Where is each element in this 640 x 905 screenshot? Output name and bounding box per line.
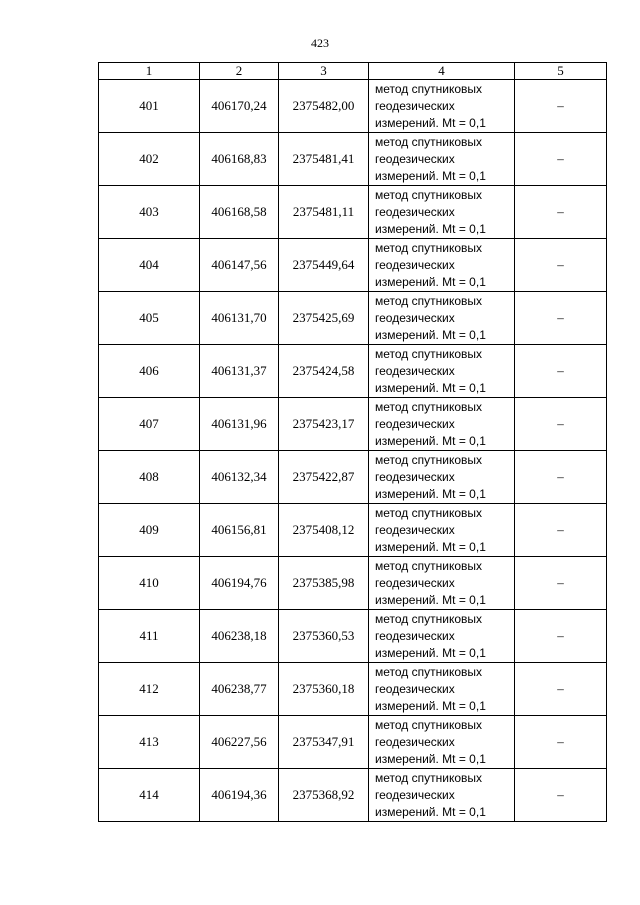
method-cell: [369, 769, 515, 822]
y-coordinate-cell: 2375385,98: [279, 557, 369, 610]
method-line: геодезических: [375, 257, 455, 272]
method-line: метод спутниковых: [375, 505, 483, 520]
note-cell: –: [515, 80, 607, 133]
table-row: [99, 239, 607, 292]
point-number-cell: 403: [99, 186, 200, 239]
method-line: измерений. Mt = 0,1: [375, 592, 486, 607]
point-number-cell: 412: [99, 663, 200, 716]
note-cell: –: [515, 663, 607, 716]
y-coordinate-cell: 2375425,69: [279, 292, 369, 345]
method-cell: [369, 610, 515, 663]
x-coordinate-cell: 406131,70: [200, 292, 279, 345]
point-number-cell: 404: [99, 239, 200, 292]
method-line: измерений. Mt = 0,1: [375, 698, 486, 713]
method-line: измерений. Mt = 0,1: [375, 327, 486, 342]
page-number: 423: [311, 36, 329, 50]
column-header-3: 3: [279, 63, 369, 80]
method-line: геодезических: [375, 204, 455, 219]
method-line: геодезических: [375, 575, 455, 590]
y-coordinate-cell: 2375422,87: [279, 451, 369, 504]
method-line: геодезических: [375, 98, 455, 113]
note-cell: –: [515, 292, 607, 345]
method-cell: [369, 451, 515, 504]
point-number-cell: 405: [99, 292, 200, 345]
x-coordinate-cell: 406227,56: [200, 716, 279, 769]
method-line: измерений. Mt = 0,1: [375, 380, 486, 395]
method-cell: [369, 398, 515, 451]
method-line: метод спутниковых: [375, 187, 483, 202]
method-line: метод спутниковых: [375, 770, 483, 785]
point-number-cell: 402: [99, 133, 200, 186]
table-row: [99, 451, 607, 504]
note-cell: –: [515, 398, 607, 451]
method-line: измерений. Mt = 0,1: [375, 645, 486, 660]
table-header-row: [99, 63, 607, 80]
method-line: измерений. Mt = 0,1: [375, 433, 486, 448]
method-line: измерений. Mt = 0,1: [375, 115, 486, 130]
x-coordinate-cell: 406168,83: [200, 133, 279, 186]
method-line: геодезических: [375, 681, 455, 696]
y-coordinate-cell: 2375368,92: [279, 769, 369, 822]
method-line: метод спутниковых: [375, 293, 483, 308]
method-cell: [369, 133, 515, 186]
point-number-cell: 409: [99, 504, 200, 557]
point-number-cell: 410: [99, 557, 200, 610]
method-line: геодезических: [375, 416, 455, 431]
x-coordinate-cell: 406147,56: [200, 239, 279, 292]
method-cell: [369, 292, 515, 345]
table-row: [99, 345, 607, 398]
y-coordinate-cell: 2375482,00: [279, 80, 369, 133]
method-line: метод спутниковых: [375, 81, 483, 96]
method-cell: [369, 716, 515, 769]
table-row: [99, 663, 607, 716]
method-line: метод спутниковых: [375, 611, 483, 626]
point-number-cell: 401: [99, 80, 200, 133]
note-cell: –: [515, 557, 607, 610]
method-line: геодезических: [375, 734, 455, 749]
method-line: геодезических: [375, 363, 455, 378]
x-coordinate-cell: 406238,18: [200, 610, 279, 663]
method-cell: [369, 80, 515, 133]
method-cell: [369, 504, 515, 557]
method-line: измерений. Mt = 0,1: [375, 168, 486, 183]
method-cell: [369, 345, 515, 398]
table-row: [99, 610, 607, 663]
table-row: [99, 80, 607, 133]
point-number-cell: 411: [99, 610, 200, 663]
x-coordinate-cell: 406194,76: [200, 557, 279, 610]
x-coordinate-cell: 406194,36: [200, 769, 279, 822]
method-line: геодезических: [375, 787, 455, 802]
method-line: геодезических: [375, 310, 455, 325]
method-line: измерений. Mt = 0,1: [375, 804, 486, 819]
table-row: [99, 716, 607, 769]
y-coordinate-cell: 2375360,53: [279, 610, 369, 663]
method-cell: [369, 239, 515, 292]
method-line: измерений. Mt = 0,1: [375, 274, 486, 289]
method-line: геодезических: [375, 628, 455, 643]
column-header-2: 2: [200, 63, 279, 80]
note-cell: –: [515, 451, 607, 504]
table-row: [99, 292, 607, 345]
table-row: [99, 186, 607, 239]
point-number-cell: 414: [99, 769, 200, 822]
method-line: геодезических: [375, 522, 455, 537]
method-line: метод спутниковых: [375, 717, 483, 732]
point-number-cell: 408: [99, 451, 200, 504]
x-coordinate-cell: 406170,24: [200, 80, 279, 133]
method-line: измерений. Mt = 0,1: [375, 539, 486, 554]
method-line: метод спутниковых: [375, 240, 483, 255]
table-body: [99, 80, 607, 822]
note-cell: –: [515, 345, 607, 398]
method-line: измерений. Mt = 0,1: [375, 486, 486, 501]
method-cell: [369, 663, 515, 716]
note-cell: –: [515, 716, 607, 769]
table-row: [99, 133, 607, 186]
point-number-cell: 406: [99, 345, 200, 398]
y-coordinate-cell: 2375360,18: [279, 663, 369, 716]
coordinates-table: [98, 62, 607, 822]
column-header-4: 4: [369, 63, 515, 80]
method-cell: [369, 557, 515, 610]
column-header-1: 1: [99, 63, 200, 80]
y-coordinate-cell: 2375423,17: [279, 398, 369, 451]
method-line: метод спутниковых: [375, 346, 483, 361]
method-line: метод спутниковых: [375, 452, 483, 467]
method-line: измерений. Mt = 0,1: [375, 221, 486, 236]
note-cell: –: [515, 239, 607, 292]
note-cell: –: [515, 610, 607, 663]
x-coordinate-cell: 406131,37: [200, 345, 279, 398]
note-cell: –: [515, 504, 607, 557]
table-row: [99, 504, 607, 557]
method-line: метод спутниковых: [375, 558, 483, 573]
note-cell: –: [515, 133, 607, 186]
column-header-5: 5: [515, 63, 607, 80]
x-coordinate-cell: 406132,34: [200, 451, 279, 504]
method-line: измерений. Mt = 0,1: [375, 751, 486, 766]
point-number-cell: 407: [99, 398, 200, 451]
y-coordinate-cell: 2375424,58: [279, 345, 369, 398]
x-coordinate-cell: 406131,96: [200, 398, 279, 451]
method-cell: [369, 186, 515, 239]
x-coordinate-cell: 406168,58: [200, 186, 279, 239]
point-number-cell: 413: [99, 716, 200, 769]
x-coordinate-cell: 406156,81: [200, 504, 279, 557]
y-coordinate-cell: 2375481,41: [279, 133, 369, 186]
method-line: метод спутниковых: [375, 399, 483, 414]
method-line: геодезических: [375, 469, 455, 484]
table-row: [99, 769, 607, 822]
method-line: метод спутниковых: [375, 134, 483, 149]
table-row: [99, 557, 607, 610]
table-row: [99, 398, 607, 451]
method-line: геодезических: [375, 151, 455, 166]
y-coordinate-cell: 2375449,64: [279, 239, 369, 292]
method-line: метод спутниковых: [375, 664, 483, 679]
y-coordinate-cell: 2375481,11: [279, 186, 369, 239]
y-coordinate-cell: 2375347,91: [279, 716, 369, 769]
note-cell: –: [515, 186, 607, 239]
x-coordinate-cell: 406238,77: [200, 663, 279, 716]
y-coordinate-cell: 2375408,12: [279, 504, 369, 557]
note-cell: –: [515, 769, 607, 822]
